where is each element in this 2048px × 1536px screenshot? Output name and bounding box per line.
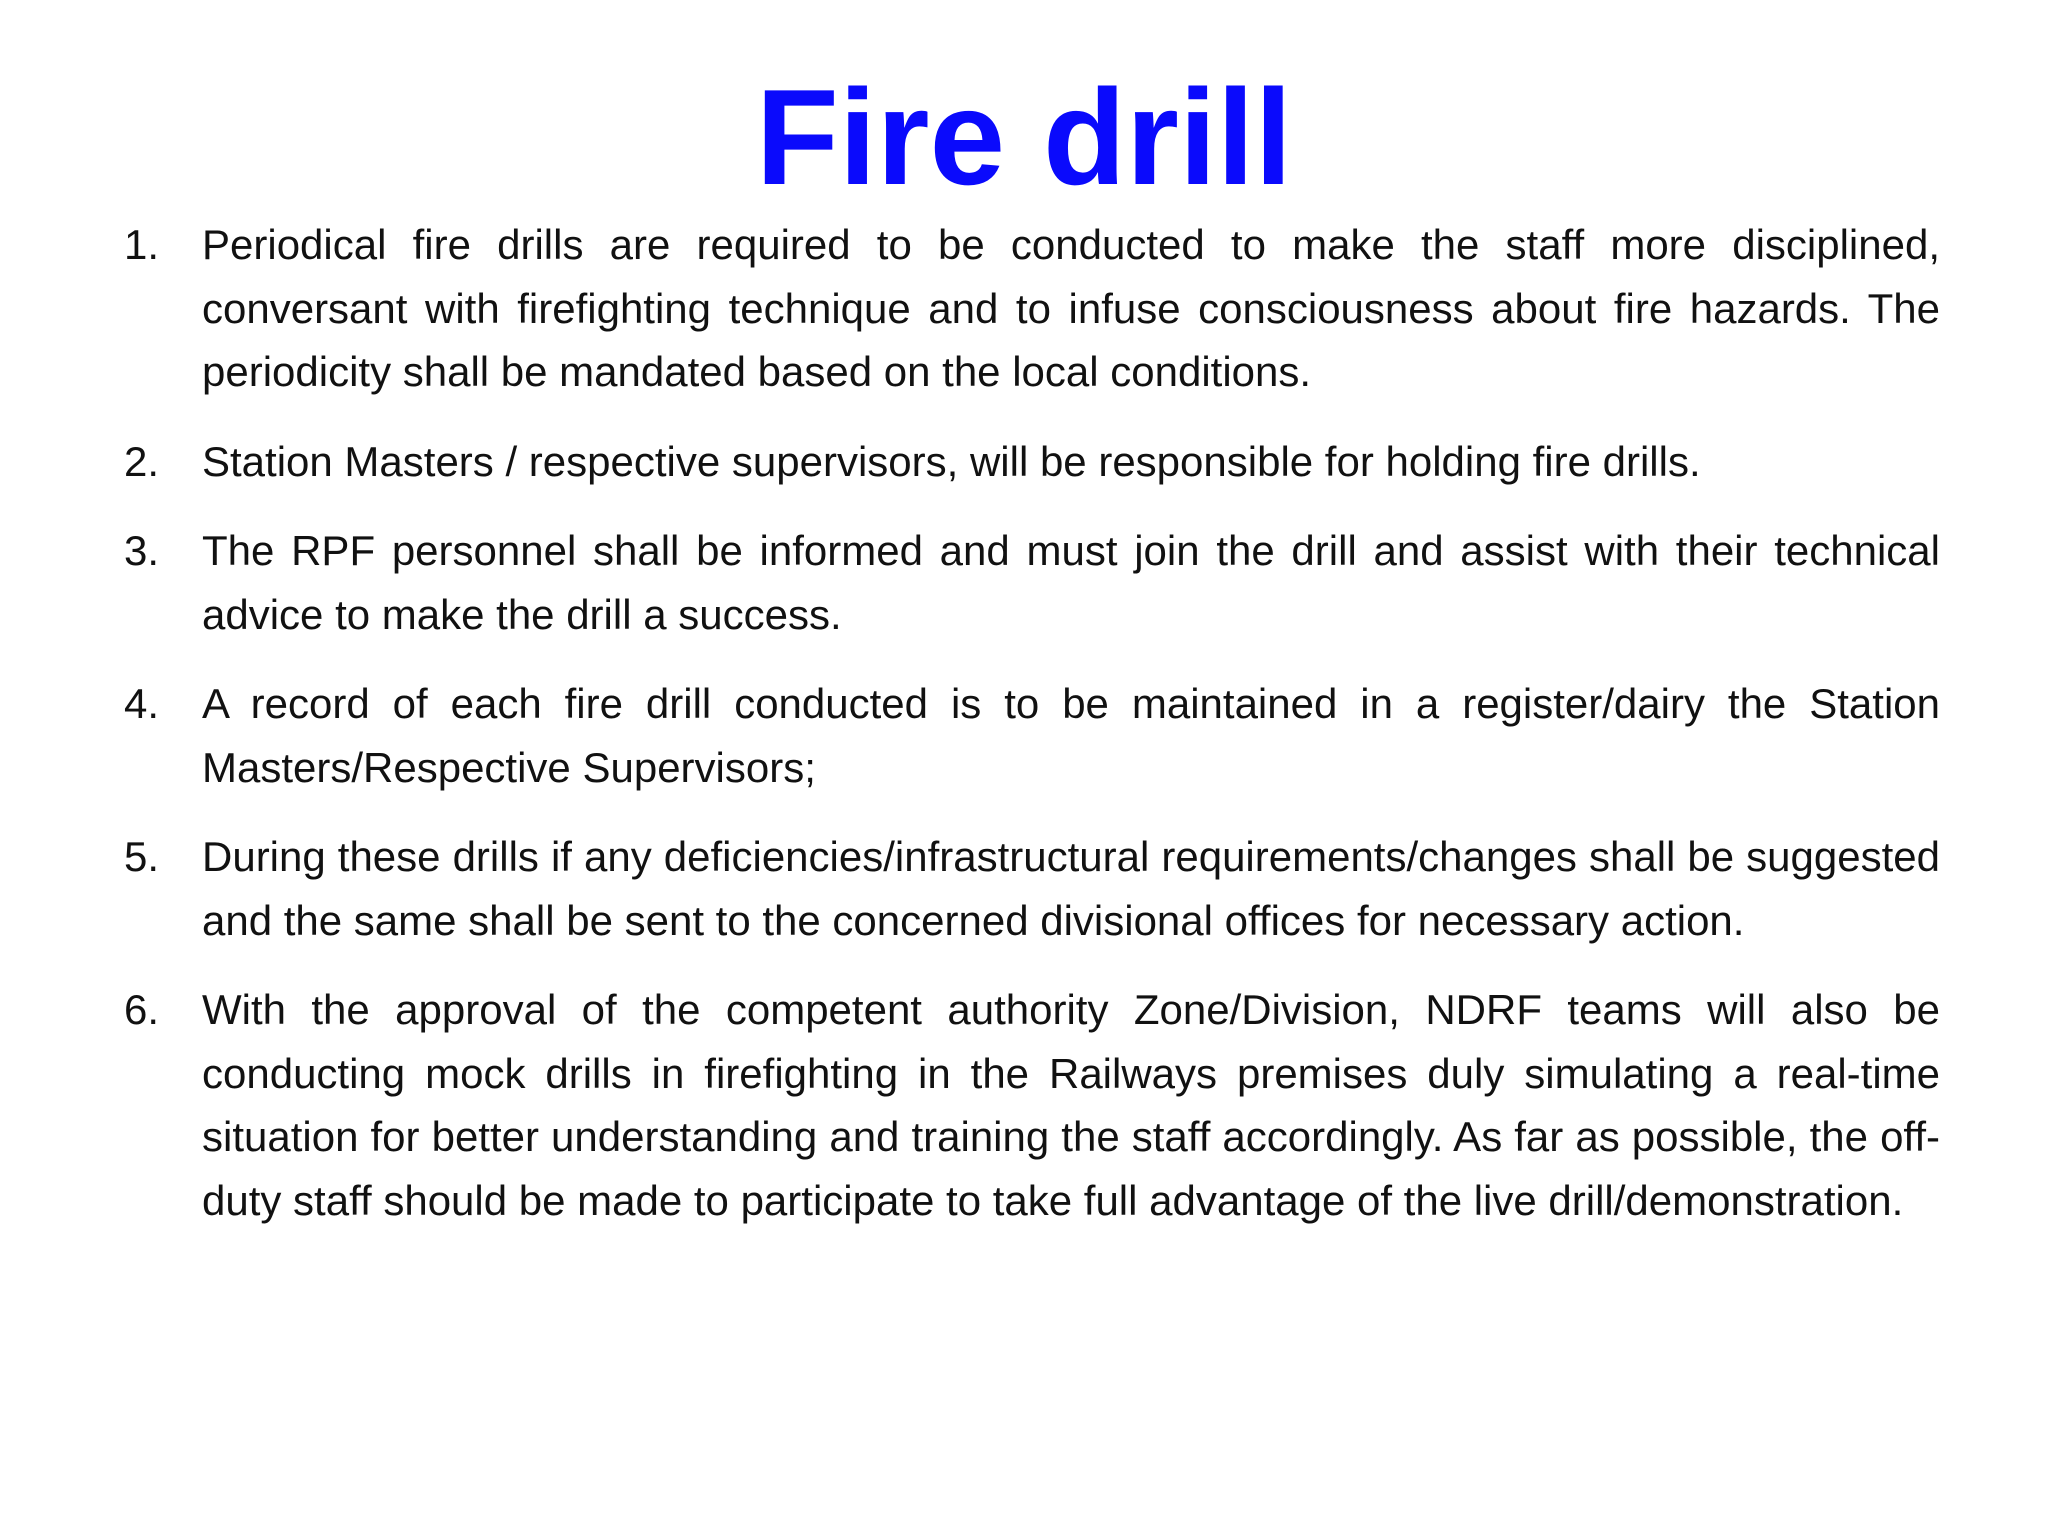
item-number: 1.	[124, 221, 160, 268]
item-number: 4.	[124, 680, 160, 727]
list-item	[124, 672, 1940, 799]
list-item	[124, 825, 1940, 952]
item-text: Periodical fire drills are required to be conducted to make the staff more disciplined, conversant with firefighting technique and to infuse consciousness about fire hazards. The periodicity shall be mandated based on the local conditions.	[202, 221, 1940, 395]
list-item	[124, 430, 1940, 494]
item-text: During these drills if any deficiencies/infrastructural requirements/changes shall be suggested and the same shall be sent to the concerned divisional offices for necessary action.	[202, 833, 1940, 944]
item-number: 5.	[124, 833, 160, 880]
item-number: 2.	[124, 437, 160, 485]
item-text: The RPF personnel shall be informed and must join the drill and assist with their technical advice to make the drill a success.	[202, 527, 1940, 638]
item-text: With the approval of the competent authority Zone/Division, NDRF teams will also be conducting mock drills in firefighting in the Railways premises duly simulating a real-time situation for better understanding and training the staff accordingly. As far as possible, the off-duty staff should be made to participate to take full advantage of the live drill/demonstration.	[202, 986, 1940, 1224]
list-item	[124, 519, 1940, 646]
list-item	[124, 978, 1940, 1232]
item-text: Station Masters / respective supervisors, will be responsible for holding fire drills.	[202, 437, 1701, 485]
page-title: Fire drill	[755, 61, 1293, 213]
list-item	[124, 213, 1940, 404]
fire-drill-list	[124, 213, 1940, 1258]
item-number: 3.	[124, 527, 160, 574]
item-number: 6.	[124, 986, 160, 1033]
item-text: A record of each fire drill conducted is to be maintained in a register/dairy the Station Masters/Respective Supervisors;	[202, 680, 1940, 791]
